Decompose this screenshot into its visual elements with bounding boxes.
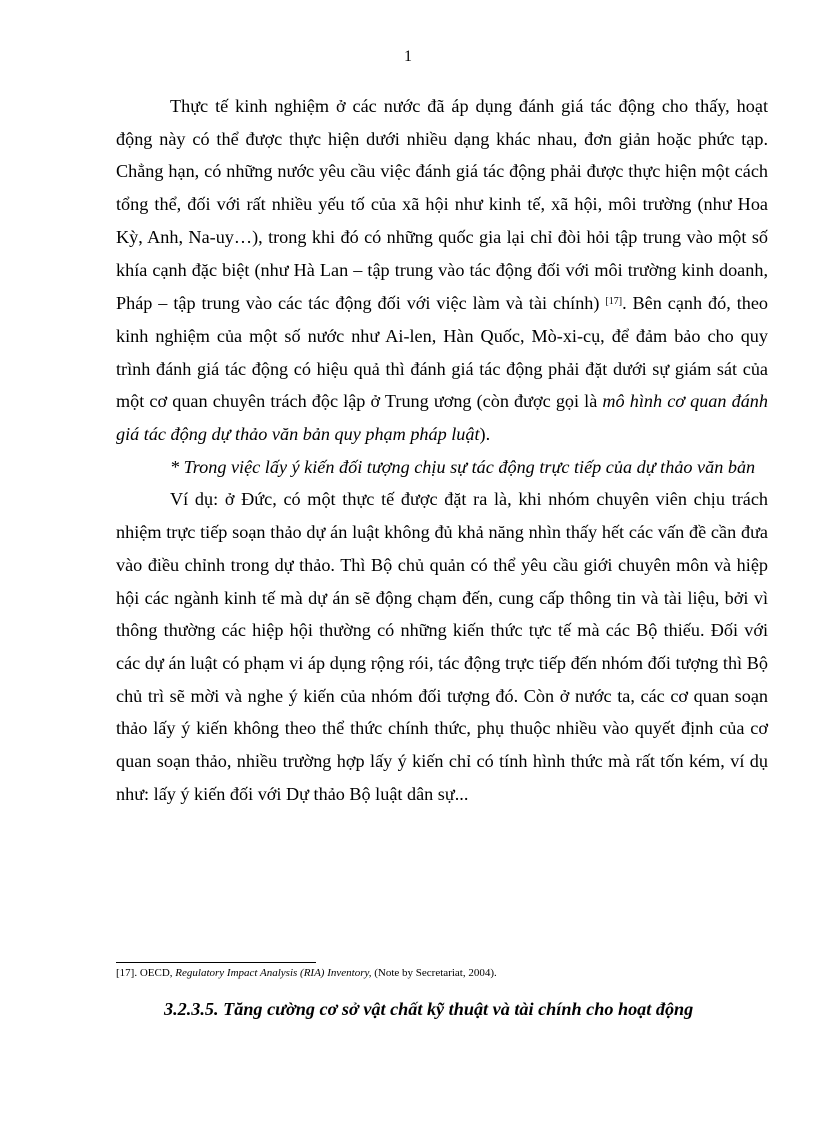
page-number: 1: [404, 48, 412, 65]
paragraph-1-text-end: ).: [479, 424, 491, 445]
paragraph-1-italic-term: mô hình cơ quan đánh giá tác động dự thảo văn bản quy phạm pháp luật: [116, 391, 768, 445]
paragraph-1: [116, 90, 768, 451]
paragraph-1-text: Thực tế kinh nghiệm ở các nước đã áp dụng đánh giá tác động cho thấy, hoạt động này có thể được thực hiện dưới nhiều dạng khác nhau, đơn giản hoặc phức tạp. Chẳng hạn, có những nước yêu cầu việc đánh giá tác động phải được thực hiện một cách tổng thể, đối với rất nhiều yếu tố của xã hội như kinh tế, xã hội, môi trường (như Hoa Kỳ, Anh, Na-uy…), trong khi đó có những quốc gia lại chỉ đòi hỏi tập trung vào một số khía cạnh đặc biệt (như Hà Lan – tập trung vào tác động đối với môi trường kinh doanh, Pháp – tập trung vào các tác động đối với việc làm và tài chính): [116, 96, 768, 314]
italic-subheading: [116, 451, 768, 484]
footnote: [116, 966, 768, 980]
footnote-suffix: (Note by Secretariat, 2004).: [371, 967, 497, 979]
paragraph-1-text-after-ref: . Bên cạnh đó, theo kinh nghiệm của một số nước như Ai-len, Hàn Quốc, Mò-xi-cụ, để đảm bảo cho quy trình đánh giá tác động có hiệu quả thì đánh giá tác động phải đặt dưới sự giám sát của một cơ quan chuyên trách độc lập ở Trung ương (còn được gọi là: [116, 293, 769, 412]
footnote-separator: [116, 962, 316, 963]
paragraph-2-text: Ví dụ: ở Đức, có một thực tế được đặt ra là, khi nhóm chuyên viên chịu trách nhiệm trực tiếp soạn thảo dự án luật không đủ khả năng nhìn thấy hết các vấn đề cần đưa vào điều chỉnh trong dự thảo. Thì Bộ chủ quản có thể yêu cầu giới chuyên môn và hiệp hội các ngành kinh tế mà dự án sẽ động chạm đến, cung cấp thông tin và tài liệu, bởi vì thông thường các hiệp hội thường có những kiến thức tực tế mà các Bộ thiếu. Đối với các dự án luật có phạm vi áp dụng rộng rói, tác động trực tiếp đến nhóm đối tượng thì Bộ chủ trì sẽ mời và nghe ý kiến của nhóm đối tượng đó. Còn ở nước ta, các cơ quan soạn thảo lấy ý kiến không theo thể thức chính thức, phụ thuộc nhiều vào quyết định của cơ quan soạn thảo, nhiều trường hợp lấy ý kiến chỉ có tính hình thức mà rất tốn kém, ví dụ như: lấy ý kiến đối với Dự thảo Bộ luật dân sự...: [116, 489, 768, 804]
footnote-reference: [17]: [605, 296, 623, 308]
italic-subheading-text: * Trong việc lấy ý kiến đối tượng chịu sự tác động trực tiếp của dự thảo văn bản: [170, 456, 756, 477]
section-heading: 3.2.3.5. Tăng cường cơ sở vật chất kỹ thuật và tài chính cho hoạt động: [164, 999, 694, 1019]
footnote-prefix: [17]. OECD,: [116, 967, 176, 979]
body-text: [116, 90, 768, 810]
footnote-italic-title: Regulatory Impact Analysis (RIA) Inventory,: [175, 967, 372, 979]
paragraph-2: [116, 483, 768, 810]
